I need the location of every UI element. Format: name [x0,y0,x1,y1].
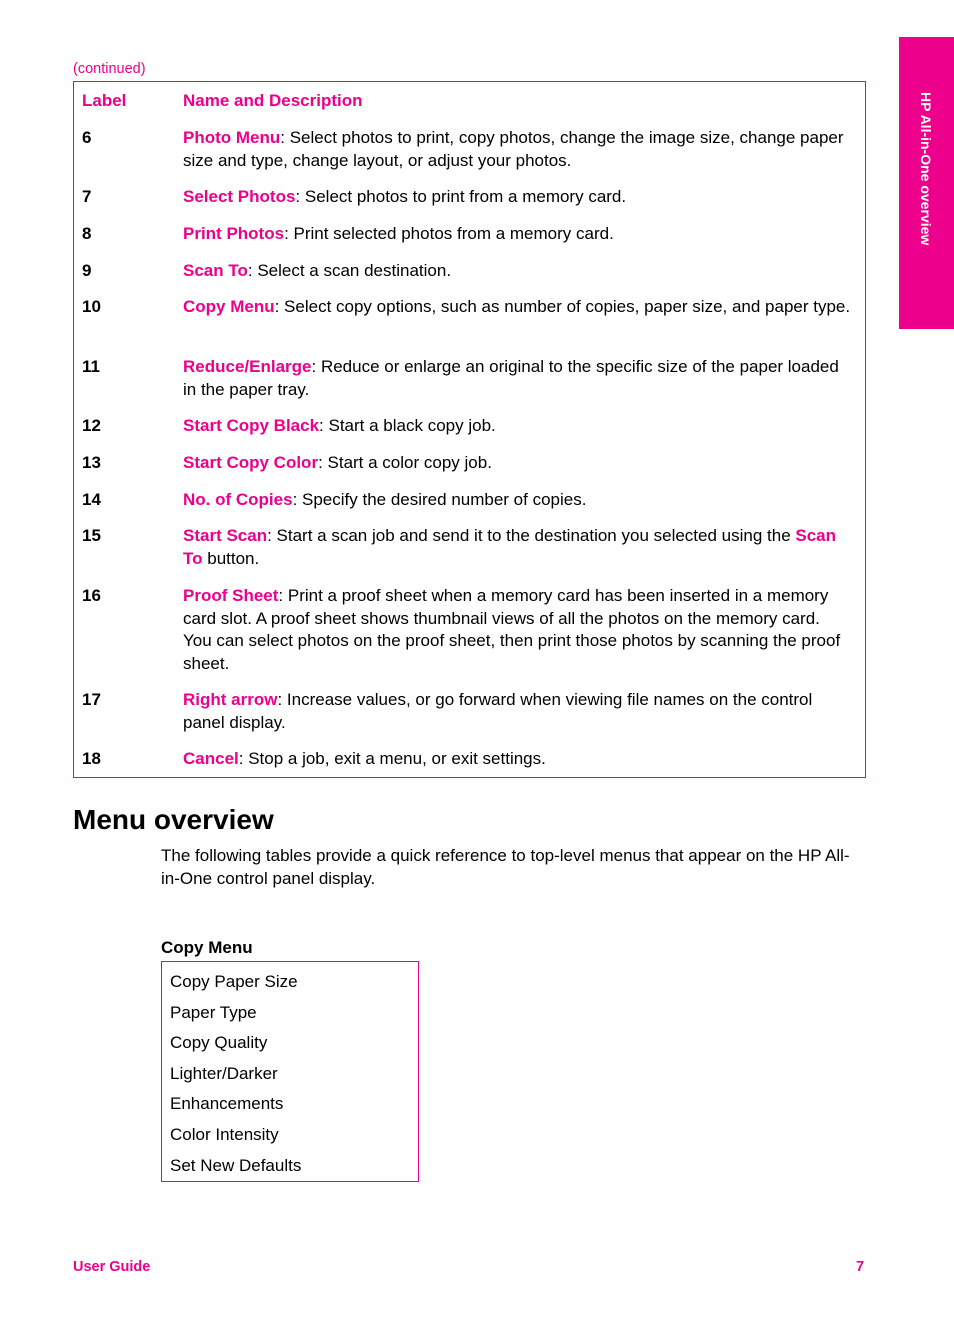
row-desc-text: : Specify the desired number of copies. [292,490,587,509]
row-label: 18 [82,749,101,768]
row-term: Scan To [183,261,248,280]
row-label: 17 [82,690,101,709]
copy-menu-item: Enhancements [170,1094,284,1114]
row-description [183,260,851,283]
row-term: Proof Sheet [183,586,279,605]
continued-label: (continued) [73,61,146,77]
row-desc-text: : Print selected photos from a memory card. [284,224,614,243]
row-desc-text: : Stop a job, exit a menu, or exit settings. [238,749,546,768]
chapter-side-tab [899,37,954,329]
copy-menu-item: Copy Quality [170,1033,268,1053]
row-label: 13 [82,453,101,472]
row-description [183,585,851,675]
row-desc-text-end: button. [202,548,260,568]
row-label: 9 [82,261,92,280]
row-term: Cancel [183,749,239,768]
row-description [183,689,851,734]
row-label: 8 [82,224,92,243]
section-title: Menu overview [73,804,274,835]
row-term: Start Copy Black [183,416,320,435]
copy-menu-item: Lighter/Darker [170,1063,278,1083]
row-desc-text: : Reduce or enlarge an original to the specific size of the paper loaded in the paper tray. [183,357,839,399]
row-term: Start Scan [183,526,268,545]
row-label: 7 [82,187,92,206]
copy-menu-item: Color Intensity [170,1124,279,1144]
row-description [183,489,851,512]
copy-menu-item: Paper Type [170,1002,257,1022]
row-description [183,296,851,319]
row-term: Select Photos [183,187,296,206]
header-name-description: Name and Description [183,91,363,110]
row-description [183,186,851,209]
row-term: Print Photos [183,224,285,243]
row-desc-text: : Start a black copy job. [319,416,496,435]
row-desc-text: : Select photos to print, copy photos, change the image size, change paper size and type, change layout, or adjust your photos. [183,128,844,170]
row-term-scan-to: Scan To [183,526,837,568]
row-description [183,452,851,475]
section-intro: The following tables provide a quick reference to top-level menus that appear on the HP All-in-One control panel display. [161,846,850,888]
row-desc-text: : Start a color copy job. [318,453,492,472]
row-label: 6 [82,128,92,147]
row-desc-text: : Select a scan destination. [247,261,452,280]
row-desc-text: : Increase values, or go forward when viewing file names on the control panel display. [183,690,813,732]
copy-menu-item: Set New Defaults [170,1155,302,1175]
row-term: Reduce/Enlarge [183,357,312,376]
row-term: Photo Menu [183,128,281,147]
row-description [183,356,851,401]
copy-menu-list [161,961,419,1182]
row-term: Start Copy Color [183,453,319,472]
copy-menu-title: Copy Menu [161,938,253,957]
row-desc-text: : Select photos to print from a memory card. [295,187,627,206]
footer-guide-title: User Guide [73,1259,151,1275]
row-description [183,223,851,246]
row-label: 12 [82,416,101,435]
row-desc-text: : Select copy options, such as number of copies, paper size, and paper type. [274,297,851,316]
row-term: No. of Copies [183,490,293,509]
control-panel-label-table [73,81,866,778]
row-label: 10 [82,297,101,316]
row-term: Right arrow [183,690,278,709]
row-description [183,127,851,172]
footer-page-number: 7 [856,1259,865,1275]
row-description [183,525,851,570]
row-desc-text: : Start a scan job and send it to the destination you selected using the [267,526,796,545]
row-label: 15 [82,526,101,545]
chapter-side-tab-text: HP All-in-One overview [918,92,935,246]
row-desc-text: : Print a proof sheet when a memory card has been inserted in a memory card slot. A proof sheet shows thumbnail views of all the photos on the memory card. You can select photos on the proof sheet, then print those photos by scanning the proof sheet. [183,586,841,673]
row-term: Copy Menu [183,297,275,316]
row-label: 16 [82,586,101,605]
row-description [183,748,851,771]
header-label: Label [82,91,127,110]
row-label: 11 [82,357,100,376]
row-description [183,415,851,438]
row-label: 14 [82,490,101,509]
copy-menu-item: Copy Paper Size [170,972,298,991]
